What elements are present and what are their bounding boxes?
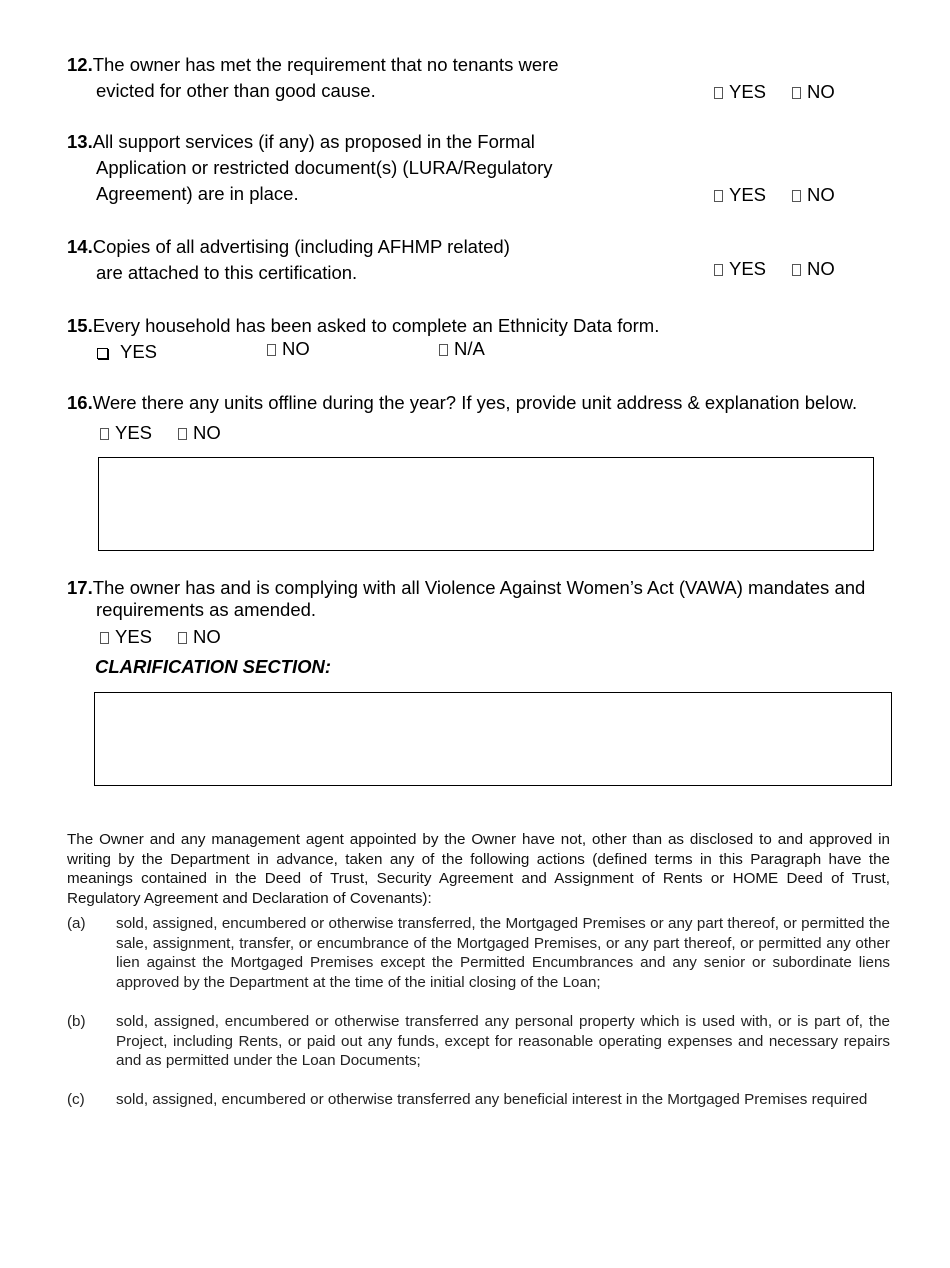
offline-units-explanation-box[interactable] (98, 457, 874, 551)
option-label: NO (193, 626, 221, 647)
q15-na-option[interactable] (439, 338, 485, 360)
checkbox-icon[interactable] (714, 264, 723, 276)
checkbox-icon[interactable] (714, 87, 723, 99)
question-14-line2: are attached to this certification. (96, 262, 358, 283)
question-number: 12. (67, 54, 93, 75)
checkbox-icon[interactable] (439, 344, 448, 356)
question-number: 14. (67, 236, 93, 257)
q14-yes-option[interactable] (714, 258, 766, 280)
q17-yes-option[interactable] (100, 626, 152, 648)
item-b-text: sold, assigned, encumbered or otherwise transferred any personal property which is used with, or is part of, the Project, including Rents, or paid out any funds, except for reasonable operating expenses and necessary repairs and as permitted under the Loan Documents; (116, 1013, 890, 1069)
checkbox-icon[interactable] (714, 190, 723, 202)
certification-paragraph: The Owner and any management agent appointed by the Owner have not, other than as disclosed to and approved in writing by the Department in advance, taken any of the following actions (defined terms in this Paragraph have the meanings contained in the Deed of Trust, Security Agreement and Assignment of Rents or HOME Deed of Trust, Regulatory Agreement and Declaration of Covenants): (67, 831, 890, 907)
question-16 (67, 390, 857, 416)
question-12 (67, 52, 559, 78)
question-text: Were there any units offline during the year? If yes, provide unit address & explanation below. (92, 392, 858, 413)
checkbox-icon[interactable] (97, 348, 108, 359)
checkbox-icon[interactable] (792, 264, 801, 276)
option-label: NO (193, 422, 221, 443)
question-text: Every household has been asked to complete an Ethnicity Data form. (92, 315, 660, 336)
question-number: 17. (67, 577, 93, 598)
checkbox-icon[interactable] (792, 87, 801, 99)
checkbox-icon[interactable] (792, 190, 801, 202)
option-label: YES (729, 258, 767, 279)
question-text: Copies of all advertising (including AFHMP related) (92, 236, 510, 257)
item-b-label: (b) (67, 1013, 86, 1030)
q15-no-option[interactable] (267, 338, 310, 360)
q15-yes-option[interactable] (97, 341, 157, 363)
question-13-line2: Application or restricted document(s) (LURA/Regulatory (96, 157, 553, 178)
question-number: 16. (67, 392, 93, 413)
checkbox-icon[interactable] (100, 632, 109, 644)
question-text: The owner has met the requirement that no tenants were (92, 54, 559, 75)
option-label: NO (807, 81, 835, 102)
question-13-line3: Agreement) are in place. (96, 183, 299, 204)
checkbox-icon[interactable] (178, 428, 187, 440)
option-label: YES (115, 626, 153, 647)
q17-no-option[interactable] (178, 626, 221, 648)
question-17-line2: requirements as amended. (96, 599, 317, 620)
clarification-heading: CLARIFICATION SECTION: (95, 656, 332, 677)
q14-no-option[interactable] (792, 258, 835, 280)
item-c-text: sold, assigned, encumbered or otherwise transferred any beneficial interest in the Mortgaged Premises required (116, 1091, 868, 1108)
question-15 (67, 313, 659, 339)
question-14 (67, 234, 510, 260)
question-text: All support services (if any) as proposed in the Formal (92, 131, 535, 152)
option-label: NO (807, 258, 835, 279)
q13-no-option[interactable] (792, 184, 835, 206)
option-label: YES (120, 341, 158, 362)
clarification-box[interactable] (94, 692, 892, 786)
q13-yes-option[interactable] (714, 184, 766, 206)
option-label: NO (282, 338, 310, 359)
item-c-label: (c) (67, 1091, 85, 1108)
q16-yes-option[interactable] (100, 422, 152, 444)
checkbox-icon[interactable] (100, 428, 109, 440)
option-label: YES (115, 422, 153, 443)
checkbox-icon[interactable] (178, 632, 187, 644)
question-text: The owner has and is complying with all Violence Against Women’s Act (VAWA) mandates and (92, 577, 866, 598)
q12-yes-option[interactable] (714, 81, 766, 103)
option-label: N/A (454, 338, 485, 359)
item-a-label: (a) (67, 915, 86, 932)
question-12-line2: evicted for other than good cause. (96, 80, 376, 101)
checkbox-icon[interactable] (267, 344, 276, 356)
option-label: NO (807, 184, 835, 205)
option-label: YES (729, 184, 767, 205)
option-label: YES (729, 81, 767, 102)
question-number: 13. (67, 131, 93, 152)
item-a-text: sold, assigned, encumbered or otherwise transferred, the Mortgaged Premises or any part thereof, or permitted the sale, assignment, transfer, or encumbrance of the Mortgaged Premises, or any part thereof, or permitted any other lien against the Mortgaged Premises except the Permitted Encumbrances and any senior or subordinate liens approved by the Department at the time of the initial closing of the Loan; (116, 915, 890, 991)
q12-no-option[interactable] (792, 81, 835, 103)
question-13 (67, 129, 535, 155)
q16-no-option[interactable] (178, 422, 221, 444)
question-number: 15. (67, 315, 93, 336)
